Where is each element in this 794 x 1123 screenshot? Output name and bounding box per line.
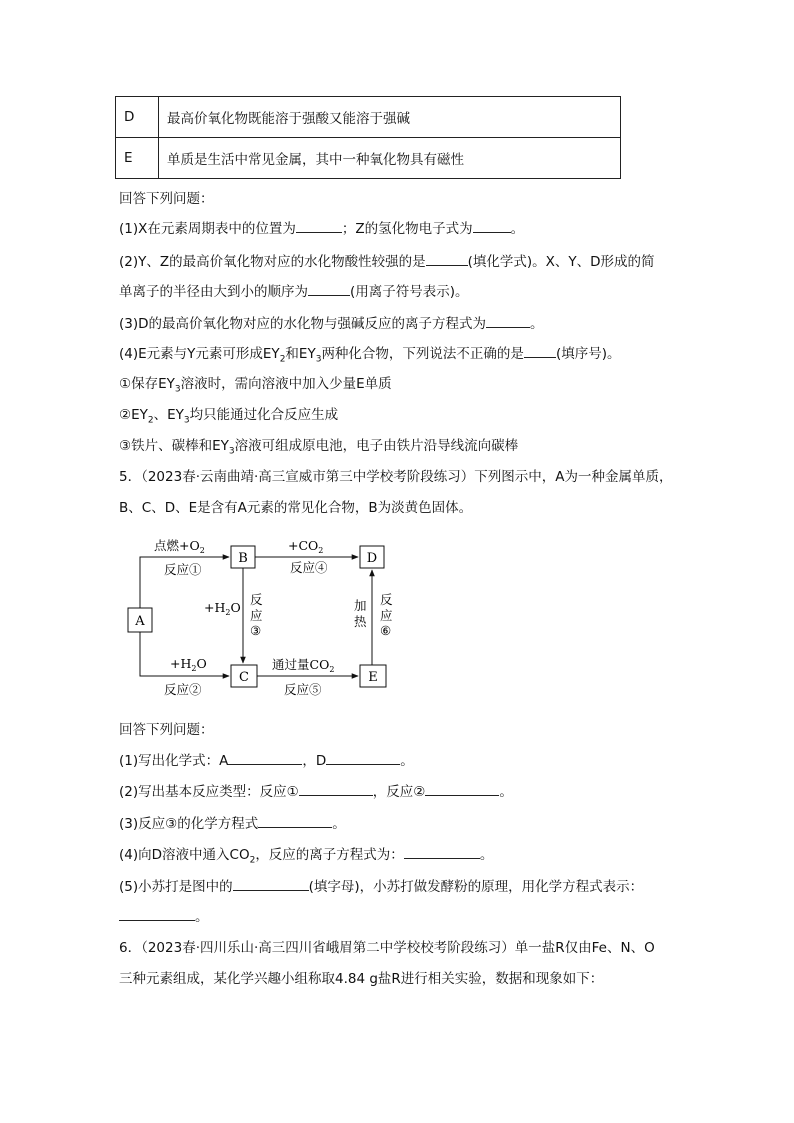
subscript: 2: [279, 354, 286, 365]
option-text: 、EY: [153, 407, 184, 423]
q4-p4-text2: 和EY: [285, 346, 316, 362]
answer-blank[interactable]: [473, 218, 511, 233]
q5-part5-line2: [119, 906, 209, 927]
answer-blank[interactable]: [486, 313, 530, 328]
subscript: 3: [228, 446, 235, 457]
subscript: 3: [174, 384, 181, 395]
option-text: ③铁片、碳棒和EY: [119, 438, 229, 454]
table-cell-desc: 最高价氧化物既能溶于强酸又能溶于强碱: [159, 97, 621, 138]
q4-option3: [119, 436, 518, 462]
label-r6-right-2: 应: [380, 608, 393, 623]
q5-part3: [119, 813, 346, 834]
q4-option1: [119, 374, 392, 400]
q4-p2-text3: 单离子的半径由大到小的顺序为: [119, 284, 308, 300]
answer-blank[interactable]: [296, 218, 342, 233]
answer-blank[interactable]: [299, 781, 373, 796]
q6-header-line2: 三种元素组成，某化学兴趣小组称取4.84 g盐R进行相关实验，数据和现象如下：: [119, 971, 604, 987]
q5-p1-end: 。: [400, 753, 414, 769]
table-cell-desc: 单质是生活中常见金属，其中一种氧化物具有磁性: [159, 138, 621, 179]
node-label-C: C: [239, 670, 249, 685]
table-row: [116, 138, 621, 179]
q4-p4-text: (4)E元素与Y元素可形成EY: [119, 346, 280, 362]
q6-header-line1: 6．（2023春·四川乐山·高三四川省峨眉第二中学校校考阶段练习）单一盐R仅由Fe、N、O: [119, 940, 655, 956]
table-cell-key: E: [116, 138, 159, 179]
option-text: ②EY: [119, 407, 148, 423]
q4-p2-text4: (用离子符号表示)。: [350, 284, 469, 300]
q5-part4: [119, 844, 493, 871]
q5-part2: [119, 781, 513, 802]
label-r5-bottom: 反应⑤: [284, 682, 322, 697]
q5-part5: [119, 876, 643, 897]
node-label-A: A: [135, 614, 145, 629]
node-label-B: B: [238, 551, 248, 566]
element-table: [115, 96, 621, 179]
label-r2-top: $+H_2O$: [170, 656, 207, 673]
answer-blank[interactable]: [426, 251, 468, 266]
answer-blank[interactable]: [233, 876, 309, 891]
node-label-E: E: [368, 670, 378, 685]
node-label-D: D: [366, 551, 378, 566]
q4-option2: [119, 405, 338, 431]
q4-intro: 回答下列问题：: [119, 191, 214, 207]
q4-p1-text2: ；Z的氢化物电子式为: [341, 221, 473, 237]
subscript: 2: [147, 415, 154, 426]
label-r2-bottom: 反应②: [164, 682, 202, 697]
subscript: 3: [315, 354, 322, 365]
q4-p3-end: 。: [530, 316, 544, 332]
q5-p2-text: (2)写出基本反应类型：反应①: [119, 784, 299, 800]
q5-p2-end: 。: [499, 784, 513, 800]
q4-part2-line1: [119, 251, 655, 272]
q5-part1: [119, 750, 414, 771]
q4-part1: [119, 218, 524, 239]
q5-header-line1: 5．（2023春·云南曲靖·高三宣威市第三中学校考阶段练习）下列图示中，A为一种金属单质，: [119, 469, 673, 485]
label-r6-right-3: ⑥: [380, 623, 392, 638]
q4-p2-text: (2)Y、Z的最高价氧化物对应的水化物酸性较强的是: [119, 254, 426, 270]
q4-p3-text: (3)D的最高价氧化物对应的水化物与强碱反应的离子方程式为: [119, 316, 487, 332]
q4-p4-text4: (填序号)。: [555, 346, 621, 362]
node-A: [128, 608, 152, 632]
option-text: 溶液可组成原电池，电子由铁片沿导线流向碳棒: [234, 438, 519, 454]
label-r4-top: $+CO_2$: [288, 538, 324, 555]
label-r3-right-3: ③: [250, 623, 262, 638]
q4-p2-text2: (填化学式)。X、Y、D形成的简: [467, 254, 655, 270]
label-r6-right-1: 反: [380, 592, 393, 607]
node-D: [360, 546, 384, 568]
answer-blank[interactable]: [524, 343, 556, 358]
answer-blank[interactable]: [326, 750, 400, 765]
node-B: [231, 546, 255, 568]
label-r1-bottom: 反应①: [164, 562, 202, 577]
node-E: [360, 665, 386, 687]
table-cell-key: D: [116, 97, 159, 138]
q4-part3: [119, 313, 544, 334]
answer-blank[interactable]: [425, 781, 499, 796]
q5-p4-text2: ，反应的离子方程式为：: [255, 847, 404, 863]
q5-p5-text2: (填字母)，小苏打做发酵粉的原理，用化学方程式表示：: [308, 879, 644, 895]
q4-part2-line2: [119, 281, 469, 302]
answer-blank[interactable]: [228, 750, 302, 765]
option-text: 均只能通过化合反应生成: [189, 407, 339, 423]
label-r1-top: 点燃$+O_2$: [154, 538, 205, 555]
q5-p2-text2: ，反应②: [372, 784, 426, 800]
q4-p1-text: (1)X在元素周期表中的位置为: [119, 221, 296, 237]
q4-p4-text3: 两种化合物，下列说法不正确的是: [321, 346, 524, 362]
option-text: 溶液时，需向溶液中加入少量E单质: [180, 376, 392, 392]
label-r3-left: $+H_2O$: [204, 600, 241, 617]
q4-part4: [119, 343, 620, 370]
answer-blank[interactable]: [119, 906, 195, 921]
label-r3-right-2: 应: [250, 608, 263, 623]
subscript: 3: [183, 415, 190, 426]
label-r6-left-1: 加: [354, 598, 367, 613]
label-r6-left-2: 热: [354, 614, 367, 629]
node-C: [231, 665, 257, 687]
answer-blank[interactable]: [308, 281, 350, 296]
answer-blank[interactable]: [258, 813, 332, 828]
table-row: [116, 97, 621, 138]
answer-blank[interactable]: [404, 844, 480, 859]
label-r5-top: 通过量$CO_2$: [272, 657, 335, 674]
q5-p4-end: 。: [479, 847, 494, 863]
option-text: ①保存EY: [119, 376, 175, 392]
q5-header-line2: B、C、D、E是含有A元素的常见化合物，B为淡黄色固体。: [119, 500, 473, 516]
q5-p5-end: 。: [195, 909, 209, 925]
subscript: 2: [249, 855, 256, 866]
label-r4-bottom: 反应④: [290, 560, 328, 575]
q5-p5-text: (5)小苏打是图中的: [119, 879, 233, 895]
q5-p1-text2: ，D: [302, 753, 327, 769]
q5-intro: 回答下列问题：: [119, 722, 214, 738]
label-r3-right-1: 反: [250, 592, 263, 607]
q4-p1-end: 。: [510, 221, 525, 237]
q5-p4-text: (4)向D溶液中通入CO: [119, 847, 250, 863]
q5-p1-text: (1)写出化学式：A: [119, 753, 229, 769]
q5-p3-text: (3)反应③的化学方程式: [119, 816, 259, 832]
q5-p3-end: 。: [332, 816, 346, 832]
reaction-diagram: [120, 534, 410, 700]
